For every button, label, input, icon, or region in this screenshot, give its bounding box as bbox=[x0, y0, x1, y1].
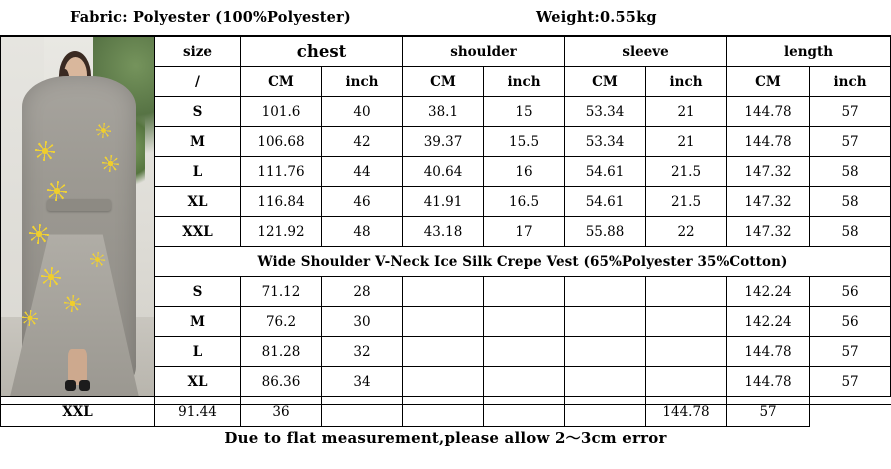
row-length-cm: 147.32 bbox=[727, 217, 810, 247]
row-length-inch: 56 bbox=[810, 307, 891, 337]
row-size: L bbox=[155, 337, 241, 367]
row-chest-cm: 71.12 bbox=[241, 277, 322, 307]
row-chest-inch: 44 bbox=[322, 157, 403, 187]
row-chest-cm: 86.36 bbox=[241, 367, 322, 397]
row-sleeve-cm bbox=[565, 367, 646, 397]
row-length-cm: 144.78 bbox=[727, 367, 810, 397]
row-length-inch: 58 bbox=[810, 157, 891, 187]
product-photo bbox=[1, 37, 154, 396]
fabric-text: Fabric: Polyester (100%Polyester) bbox=[70, 9, 351, 26]
row-sleeve-inch bbox=[646, 337, 727, 367]
row-shoulder-cm: 43.18 bbox=[403, 217, 484, 247]
row-sleeve-cm bbox=[565, 277, 646, 307]
row-chest-inch: 46 bbox=[322, 187, 403, 217]
row-sleeve-cm: 54.61 bbox=[565, 157, 646, 187]
unit-shoulder-inch: inch bbox=[484, 67, 565, 97]
row-shoulder-inch: 15.5 bbox=[484, 127, 565, 157]
row-sleeve-inch bbox=[646, 307, 727, 337]
header-sleeve: sleeve bbox=[565, 37, 727, 67]
row-size: XXL bbox=[1, 397, 155, 427]
row-shoulder-inch: 15 bbox=[484, 97, 565, 127]
row-shoulder-cm: 41.91 bbox=[403, 187, 484, 217]
row-chest-cm: 116.84 bbox=[241, 187, 322, 217]
row-length-inch: 57 bbox=[810, 337, 891, 367]
flower-print bbox=[96, 123, 111, 138]
row-sleeve-inch: 21.5 bbox=[646, 157, 727, 187]
row-sleeve-inch: 21 bbox=[646, 97, 727, 127]
footer-note bbox=[0, 404, 891, 469]
row-shoulder-cm bbox=[403, 277, 484, 307]
row-chest-cm: 121.92 bbox=[241, 217, 322, 247]
row-chest-inch: 36 bbox=[241, 397, 322, 427]
unit-length-cm: CM bbox=[727, 67, 810, 97]
row-shoulder-cm: 39.37 bbox=[403, 127, 484, 157]
row-chest-inch: 30 bbox=[322, 307, 403, 337]
row-length-cm: 144.78 bbox=[727, 127, 810, 157]
row-sleeve-cm: 53.34 bbox=[565, 127, 646, 157]
row-shoulder-inch: 16.5 bbox=[484, 187, 565, 217]
row-length-cm: 147.32 bbox=[727, 157, 810, 187]
row-size: XL bbox=[155, 367, 241, 397]
row-chest-cm: 101.6 bbox=[241, 97, 322, 127]
flower-print bbox=[47, 181, 67, 201]
row-chest-cm: 76.2 bbox=[241, 307, 322, 337]
row-chest-inch: 34 bbox=[322, 367, 403, 397]
row-length-inch: 57 bbox=[810, 367, 891, 397]
row-chest-inch: 42 bbox=[322, 127, 403, 157]
row-size: S bbox=[155, 97, 241, 127]
row-shoulder-cm bbox=[403, 337, 484, 367]
row-length-cm: 142.24 bbox=[727, 307, 810, 337]
row-length-inch: 57 bbox=[810, 127, 891, 157]
unit-slash: / bbox=[155, 67, 241, 97]
row-chest-cm: 81.28 bbox=[241, 337, 322, 367]
row-chest-inch: 28 bbox=[322, 277, 403, 307]
row-shoulder-cm: 40.64 bbox=[403, 157, 484, 187]
row-length-inch: 57 bbox=[810, 97, 891, 127]
row-shoulder-inch bbox=[484, 277, 565, 307]
row-sleeve-cm bbox=[565, 307, 646, 337]
row-length-cm: 142.24 bbox=[727, 277, 810, 307]
model-shoe-left bbox=[65, 380, 76, 391]
row-sleeve-cm: 55.88 bbox=[565, 217, 646, 247]
row-sleeve-inch: 21 bbox=[646, 127, 727, 157]
row-length-cm: 147.32 bbox=[727, 187, 810, 217]
row-length-inch: 56 bbox=[810, 277, 891, 307]
row-sleeve-inch bbox=[646, 367, 727, 397]
weight-text: Weight:0.55kg bbox=[536, 9, 657, 26]
row-length-inch: 57 bbox=[727, 397, 810, 427]
row-shoulder-inch: 17 bbox=[484, 217, 565, 247]
row-chest-inch: 40 bbox=[322, 97, 403, 127]
row-chest-inch: 48 bbox=[322, 217, 403, 247]
row-size: S bbox=[155, 277, 241, 307]
row-shoulder-cm bbox=[403, 367, 484, 397]
table-group-header-row bbox=[1, 37, 891, 67]
header-bar bbox=[0, 0, 891, 36]
header-length: length bbox=[727, 37, 891, 67]
header-chest: chest bbox=[241, 37, 403, 67]
row-shoulder-inch bbox=[484, 337, 565, 367]
row-length-cm: 144.78 bbox=[727, 97, 810, 127]
unit-chest-inch: inch bbox=[322, 67, 403, 97]
row-shoulder-inch bbox=[484, 307, 565, 337]
row-chest-inch: 32 bbox=[322, 337, 403, 367]
row-size: XL bbox=[155, 187, 241, 217]
row-size: M bbox=[155, 127, 241, 157]
measurement-disclaimer: Due to flat measurement,please allow 2～3cm error bbox=[224, 428, 667, 447]
row-shoulder-inch bbox=[484, 367, 565, 397]
flower-print bbox=[41, 267, 61, 287]
model-shoe-right bbox=[79, 380, 90, 391]
row-shoulder-cm: 38.1 bbox=[403, 97, 484, 127]
row-size: M bbox=[155, 307, 241, 337]
section-title-vest: Wide Shoulder V-Neck Ice Silk Crepe Vest (65%Polyester 35%Cotton) bbox=[155, 247, 891, 277]
row-sleeve-inch: 21.5 bbox=[646, 187, 727, 217]
row-chest-cm: 106.68 bbox=[241, 127, 322, 157]
row-size: XXL bbox=[155, 217, 241, 247]
row-size: L bbox=[155, 157, 241, 187]
row-sleeve-inch bbox=[646, 277, 727, 307]
size-table bbox=[0, 36, 891, 427]
row-chest-cm: 111.76 bbox=[241, 157, 322, 187]
row-chest-cm: 91.44 bbox=[155, 397, 241, 427]
header-shoulder: shoulder bbox=[403, 37, 565, 67]
row-length-inch: 58 bbox=[810, 217, 891, 247]
product-photo-cell bbox=[1, 37, 155, 397]
flower-print bbox=[29, 224, 49, 244]
unit-sleeve-inch: inch bbox=[646, 67, 727, 97]
row-sleeve-inch: 22 bbox=[646, 217, 727, 247]
row-sleeve-cm bbox=[565, 337, 646, 367]
unit-length-inch: inch bbox=[810, 67, 891, 97]
row-length-cm: 144.78 bbox=[646, 397, 727, 427]
row-length-inch: 58 bbox=[810, 187, 891, 217]
flower-print bbox=[35, 141, 55, 161]
unit-shoulder-cm: CM bbox=[403, 67, 484, 97]
row-shoulder-inch: 16 bbox=[484, 157, 565, 187]
unit-chest-cm: CM bbox=[241, 67, 322, 97]
row-sleeve-cm: 53.34 bbox=[565, 97, 646, 127]
row-length-cm: 144.78 bbox=[727, 337, 810, 367]
unit-sleeve-cm: CM bbox=[565, 67, 646, 97]
row-shoulder-cm bbox=[403, 307, 484, 337]
header-size: size bbox=[155, 37, 241, 67]
row-sleeve-cm: 54.61 bbox=[565, 187, 646, 217]
